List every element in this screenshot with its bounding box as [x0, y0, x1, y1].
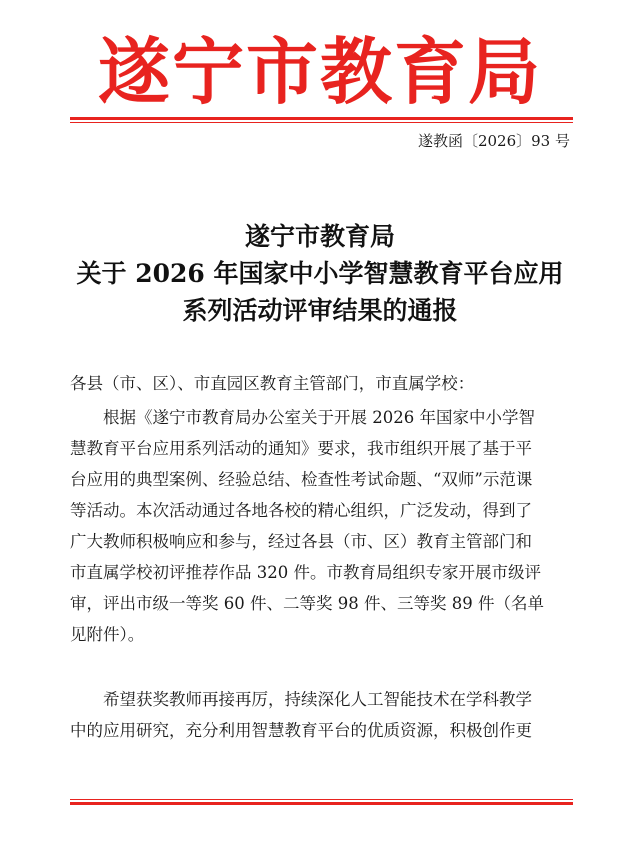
title-line-2: 关于 2026 年国家中小学智慧教育平台应用 [76, 259, 564, 288]
paragraph-line: 等活动。本次活动通过各地各校的精心组织，广泛发动，得到了 [70, 501, 532, 520]
paragraph-line: 市直属学校初评推荐作品 320 件。市教育局组织专家开展市级评 [70, 563, 541, 582]
paragraph-line: 台应用的典型案例、经验总结、检查性考试命题、“双师”示范课 [70, 470, 533, 489]
title-line-3: 系列活动评审结果的通报 [182, 296, 458, 325]
letterhead-rule-thick [70, 117, 573, 120]
paragraph-line: 审，评出市级一等奖 60 件、二等奖 98 件、三等奖 89 件（名单 [70, 594, 544, 613]
paragraph-line: 根据《遂宁市教育局办公室关于开展 2026 年国家中小学智 [103, 408, 535, 427]
footer-rule-thin [70, 799, 573, 800]
paragraph-line: 希望获奖教师再接再厉，持续深化人工智能技术在学科教学 [103, 690, 532, 709]
letterhead-rule-thin [70, 122, 573, 123]
document-number: 遂教函〔2026〕93 号 [417, 132, 570, 150]
document-title [0, 218, 640, 329]
paragraph-line: 广大教师积极响应和参与，经过各县（市、区）教育主管部门和 [70, 532, 532, 551]
salutation: 各县（市、区）、市直园区教育主管部门，市直属学校： [70, 374, 475, 393]
paragraph-line: 中的应用研究，充分利用智慧教育平台的优质资源，积极创作更 [70, 721, 532, 740]
paragraph-line: 见附件）。 [70, 625, 145, 644]
footer-rule-thick [70, 802, 573, 805]
body-paragraph-2 [70, 684, 570, 746]
title-line-1: 遂宁市教育局 [244, 222, 395, 251]
paragraph-line: 慧教育平台应用系列活动的通知》要求，我市组织开展了基于平 [70, 439, 532, 458]
org-letterhead: 遂宁市教育局 [97, 30, 542, 114]
body-paragraph-1 [70, 402, 570, 650]
